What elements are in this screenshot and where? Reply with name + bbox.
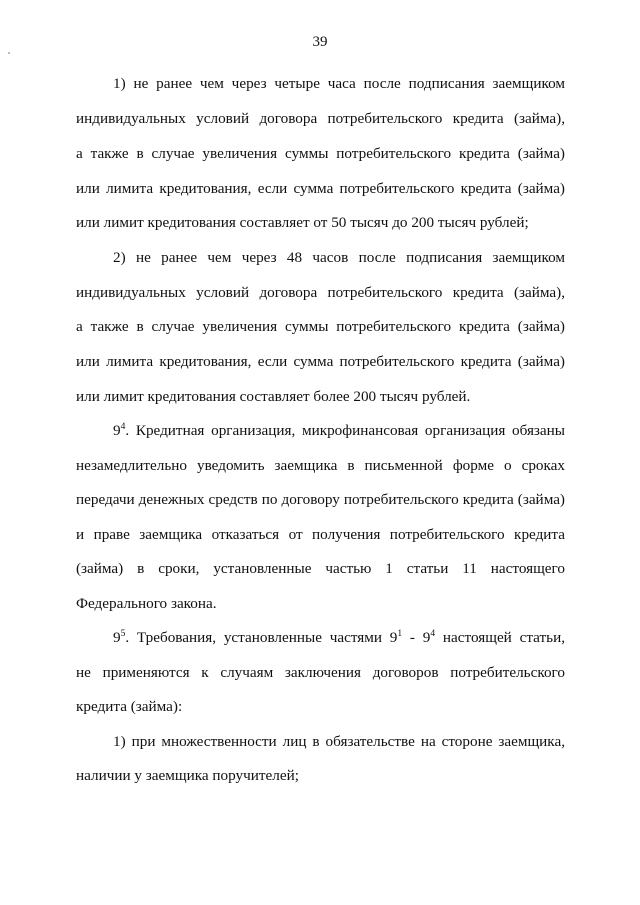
text-line: передачи денежных средств по договору потребительского кредита (займа) xyxy=(76,491,565,508)
text-line: и праве заемщика отказаться от получения потребительского кредита xyxy=(76,526,565,543)
text-line: Федерального закона. xyxy=(76,595,217,612)
text-line: а также в случае увеличения суммы потребительского кредита (займа) xyxy=(76,145,565,162)
section-superscript: 4 xyxy=(120,422,126,432)
text-line-section-9-5 xyxy=(113,628,565,648)
section-number: 9 xyxy=(113,422,121,439)
section-text: . Кредитная организация, микрофинансовая организация обязаны xyxy=(125,422,565,439)
text-line: 2) не ранее чем через 48 часов после подписания заемщиком xyxy=(113,249,565,266)
text-line: индивидуальных условий договора потребительского кредита (займа), xyxy=(76,284,565,301)
text-line: индивидуальных условий договора потребительского кредита (займа), xyxy=(76,110,565,127)
text-line: 1) при множественности лиц в обязательстве на стороне заемщика, xyxy=(113,733,565,750)
reference-superscript: 1 xyxy=(397,629,403,639)
text-line: 1) не ранее чем через четыре часа после подписания заемщиком xyxy=(113,75,565,92)
text-line: незамедлительно уведомить заемщика в письменной форме о сроках xyxy=(76,457,565,474)
reference-superscript: 4 xyxy=(430,629,436,639)
text-line: или лимита кредитования, если сумма потребительского кредита (займа) xyxy=(76,353,565,370)
section-text: - 9 xyxy=(402,629,431,646)
section-number: 9 xyxy=(113,629,121,646)
section-text: . Требования, установленные частями 9 xyxy=(125,629,398,646)
text-line: (займа) в сроки, установленные частью 1 статьи 11 настоящего xyxy=(76,560,565,577)
text-line: или лимит кредитования составляет более 200 тысяч рублей. xyxy=(76,388,471,405)
text-line: не применяются к случаям заключения договоров потребительского xyxy=(76,664,565,681)
text-line: а также в случае увеличения суммы потребительского кредита (займа) xyxy=(76,318,565,335)
text-line: или лимит кредитования составляет от 50 тысяч до 200 тысяч рублей; xyxy=(76,214,529,231)
text-line: или лимита кредитования, если сумма потребительского кредита (займа) xyxy=(76,180,565,197)
text-line: наличии у заемщика поручителей; xyxy=(76,767,299,784)
section-superscript: 5 xyxy=(120,629,126,639)
page-number: 39 xyxy=(312,34,328,50)
section-text: настоящей статьи, xyxy=(435,629,565,646)
text-line-section-9-4 xyxy=(113,421,565,441)
text-line: кредита (займа): xyxy=(76,698,183,715)
scan-artifact xyxy=(8,52,10,54)
